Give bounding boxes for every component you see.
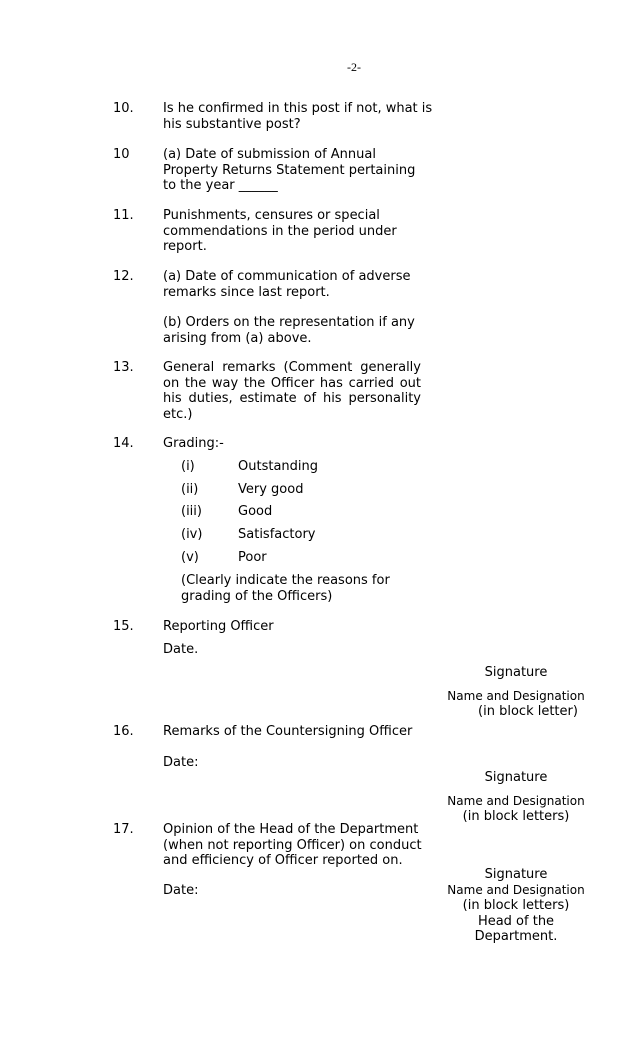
grading-option: Poor [238, 550, 267, 565]
signature-block [426, 867, 606, 945]
item-label: Remarks of the Countersigning Officer [163, 724, 413, 739]
item-number: 15. [113, 619, 134, 634]
block-letter-note: (in block letter) [478, 704, 578, 719]
item-line: Is he confirmed in this post if not, what is [163, 101, 433, 116]
date-label: Date: [163, 755, 199, 770]
item-text [163, 208, 397, 255]
grading-option: Very good [238, 482, 304, 497]
head-line: Head of the [477, 913, 555, 929]
item-number: 10. [113, 101, 134, 116]
item-line: (a) Date of submission of Annual [163, 147, 376, 162]
name-designation-label: Name and Designation [447, 688, 585, 703]
item-line: commendations in the period under [163, 223, 397, 239]
item-line: his substantive post? [163, 116, 301, 132]
item-line: and efficiency of Officer reported on. [163, 853, 403, 868]
item-line: his duties, estimate of his personality [163, 391, 421, 406]
grading-roman: (v) [181, 550, 199, 565]
grading-note-line: (Clearly indicate the reasons for [181, 573, 390, 588]
item-line: (a) Date of communication of adverse [163, 269, 411, 284]
block-letter-note: (in block letters) [462, 898, 570, 913]
item-text [163, 101, 432, 132]
name-designation-label: Name and Designation [447, 793, 585, 808]
item-text [163, 269, 410, 300]
block-letter-note: (in block letters) [462, 809, 570, 824]
item-label: Reporting Officer [163, 619, 274, 634]
item-number: 12. [113, 269, 134, 284]
grading-roman: (ii) [181, 482, 199, 497]
grading-note-line: grading of the Officers) [181, 588, 333, 604]
item-line: Punishments, censures or special [163, 208, 380, 223]
signature-block [426, 665, 606, 720]
item-line: etc.) [163, 406, 193, 422]
date-label: Date. [163, 642, 199, 657]
item-number: 17. [113, 822, 134, 837]
item-number: 10 [113, 147, 130, 162]
item-text [163, 360, 421, 422]
grading-label: Grading:- [163, 436, 224, 451]
page-number: -2- [347, 60, 361, 74]
grading-roman: (i) [181, 459, 195, 474]
name-designation-label: Name and Designation [447, 882, 585, 897]
signature-label: Signature [484, 770, 548, 785]
head-line: Department. [474, 929, 558, 944]
grading-roman: (iii) [181, 504, 202, 519]
grading-option: Good [238, 504, 273, 519]
item-subtext [163, 315, 415, 346]
signature-label: Signature [484, 665, 548, 680]
date-label: Date: [163, 883, 199, 898]
item-text [163, 822, 422, 869]
item-text [163, 147, 415, 194]
grading-roman: (iv) [181, 527, 203, 542]
item-number: 14. [113, 436, 134, 451]
item-line: arising from (a) above. [163, 330, 312, 346]
item-line: Opinion of the Head of the Department [163, 822, 419, 837]
item-line: on the way the Officer has carried out [163, 375, 421, 391]
item-line: report. [163, 239, 207, 254]
item-line: General remarks (Comment generally [163, 360, 421, 375]
grading-option: Satisfactory [238, 527, 316, 542]
grading-option: Outstanding [238, 459, 318, 474]
item-number: 13. [113, 360, 134, 375]
item-number: 11. [113, 208, 134, 223]
item-number: 16. [113, 724, 134, 739]
signature-block [426, 770, 606, 825]
item-line: to the year ______ [163, 178, 278, 193]
item-line: Property Returns Statement pertaining [163, 162, 416, 178]
grading-note [181, 573, 390, 604]
item-line: remarks since last report. [163, 284, 330, 300]
item-line: (b) Orders on the representation if any [163, 315, 415, 330]
item-line: (when not reporting Officer) on conduct [163, 837, 422, 853]
signature-label: Signature [484, 867, 548, 882]
